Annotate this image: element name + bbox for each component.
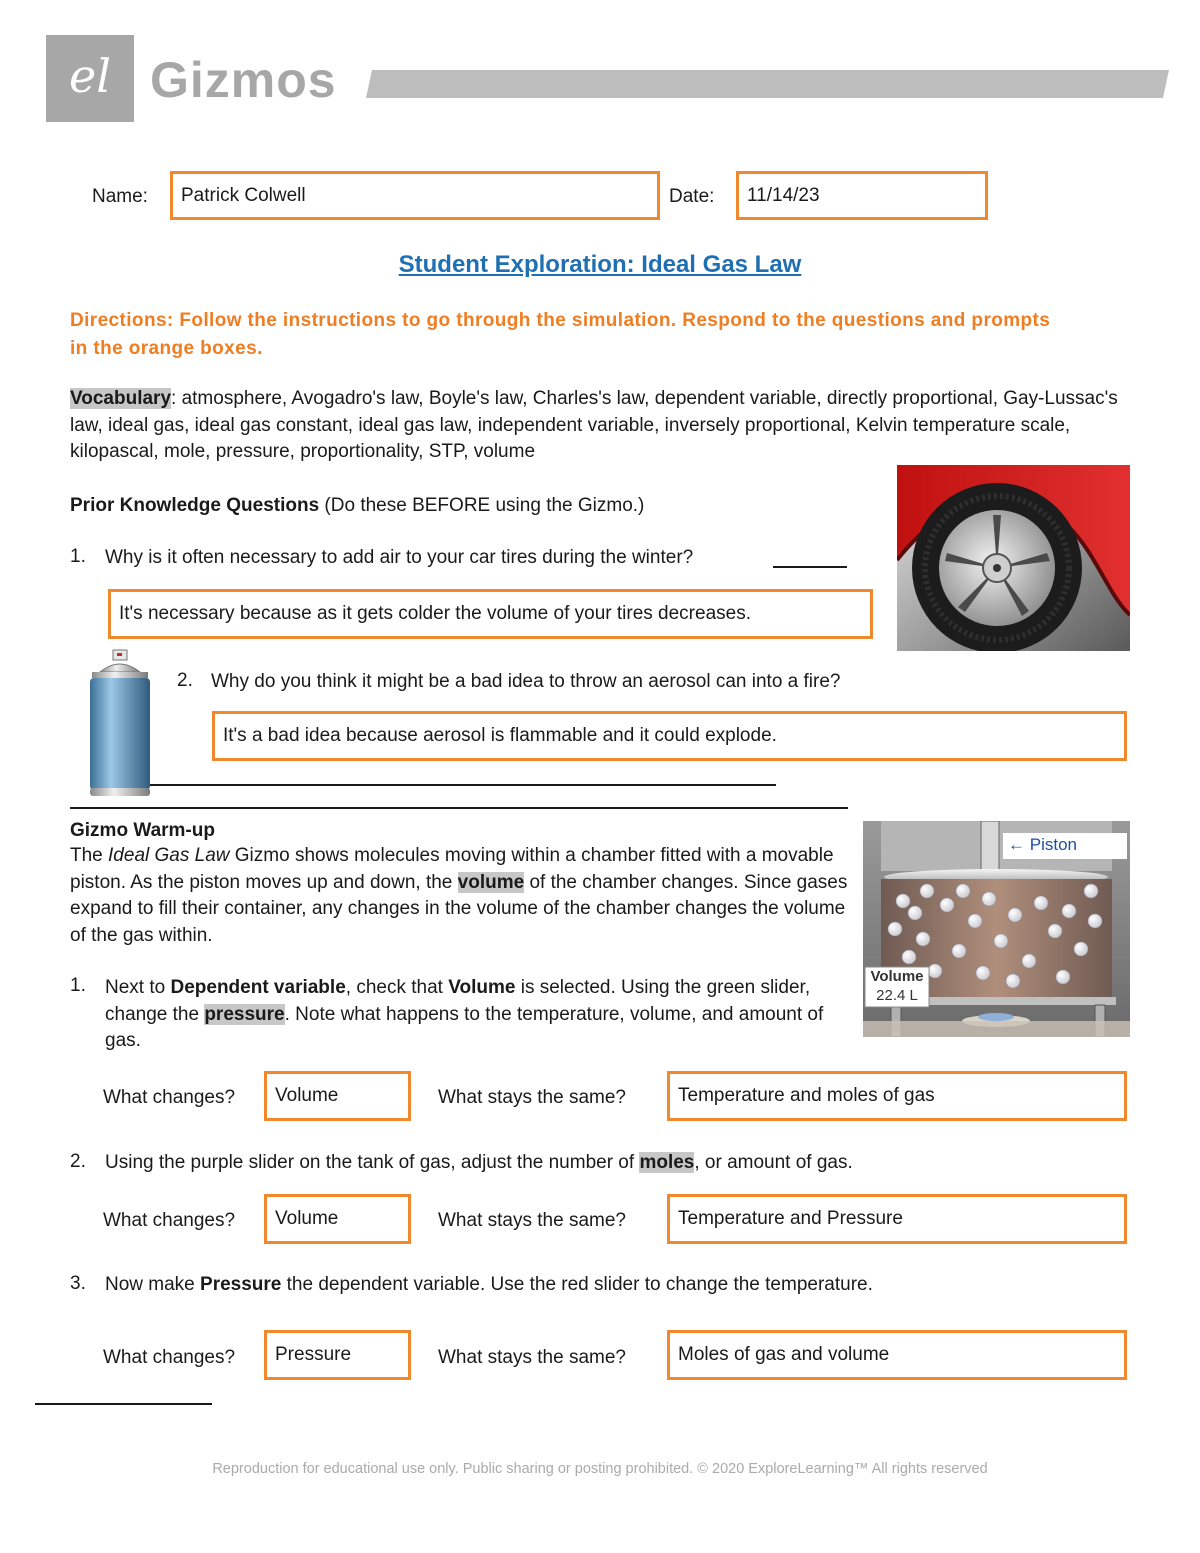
q1-changes-label: What changes? [103, 1087, 236, 1108]
prior-q1-number: 1. [70, 546, 86, 567]
arrow-left-icon: ← [1008, 835, 1025, 854]
prior-q2-text: Why do you think it might be a bad idea to throw an aerosol can into a fire? [211, 671, 841, 692]
q3-changes-field[interactable]: Pressure [264, 1330, 411, 1380]
name-field[interactable]: Patrick Colwell [170, 171, 660, 220]
q1-text: , check that [345, 977, 449, 998]
date-field[interactable]: 11/14/23 [736, 171, 988, 220]
prior-q2-number: 2. [177, 670, 193, 691]
footnote-rule [35, 1403, 212, 1405]
vocabulary-paragraph [70, 386, 1135, 466]
page-title: Student Exploration: Ideal Gas Law [398, 251, 802, 278]
pressure-term: pressure [204, 1003, 285, 1025]
warmup-heading: Gizmo Warm-up [70, 820, 215, 841]
q2-changes-label: What changes? [103, 1210, 236, 1231]
date-label: Date: [669, 186, 715, 207]
q2-same-field[interactable]: Temperature and Pressure [667, 1194, 1127, 1244]
q2-text: Using the purple slider on the tank of gas, adjust the number of [105, 1152, 640, 1173]
q1-changes-field[interactable]: Volume [264, 1071, 411, 1121]
warmup-q1-text [105, 975, 850, 1055]
aerosol-can-image [86, 648, 156, 800]
warmup-q3-number: 3. [70, 1273, 86, 1294]
q3-same-field[interactable]: Moles of gas and volume [667, 1330, 1127, 1380]
volume-term: volume [457, 871, 525, 893]
car-tire-image [897, 465, 1130, 651]
piston-chamber-image [863, 821, 1130, 1037]
gizmos-brand: Gizmos [150, 52, 337, 108]
q2-same-label: What stays the same? [438, 1210, 626, 1231]
name-label: Name: [92, 186, 148, 207]
intro-text: Gizmo shows molecules moving within a chamber fitted with a movable piston. As the piston moves up and down, the [70, 845, 834, 893]
q3-same-label: What stays the same? [438, 1347, 626, 1368]
q3-text: the dependent variable. Use the red slider to change the temperature. [281, 1274, 873, 1295]
prior-heading-text: Prior Knowledge Questions [70, 495, 320, 516]
prior-note: (Do these BEFORE using the Gizmo.) [319, 495, 645, 516]
answer-underline [773, 566, 847, 568]
answer-line [150, 784, 776, 786]
prior-knowledge-heading [70, 493, 644, 520]
q1-text: is selected. Using the green slider, change the [105, 977, 811, 1025]
warmup-q3-text [105, 1273, 873, 1297]
gizmo-name: Ideal Gas Law [108, 845, 230, 866]
intro-text: The [70, 845, 109, 866]
warmup-q1-number: 1. [70, 975, 86, 996]
vocabulary-label: Vocabulary [70, 388, 172, 409]
volume-readout-value: 22.4 L [876, 987, 918, 1004]
copyright-footer: Reproduction for educational use only. Public sharing or posting prohibited. © 2020 ExploreLearning™ All rights reserved [212, 1461, 988, 1477]
piston-text: Piston [1029, 835, 1077, 854]
logo-mark: el [69, 49, 111, 103]
warmup-q2-text [105, 1151, 853, 1175]
warmup-q2-number: 2. [70, 1151, 86, 1172]
q1-bold: Dependent variable [170, 977, 346, 998]
q1-same-field[interactable]: Temperature and moles of gas [667, 1071, 1127, 1121]
warmup-intro [70, 843, 850, 949]
q1-same-label: What stays the same? [438, 1087, 626, 1108]
q1-text: . Note what happens to the temperature, volume, and amount of gas. [105, 1003, 824, 1051]
q1-bold: Volume [448, 977, 516, 998]
piston-label [1008, 834, 1077, 856]
intro-text: of the chamber changes. Since gases expand to fill their container, any changes in the volume of the chamber changes the volume of the gas within. [70, 871, 848, 946]
section-divider [70, 807, 848, 809]
q1-text: Next to [105, 977, 171, 998]
q3-changes-label: What changes? [103, 1347, 236, 1368]
q2-changes-field[interactable]: Volume [264, 1194, 411, 1244]
moles-term: moles [639, 1152, 695, 1173]
prior-a1-field[interactable]: It's necessary because as it gets colder the volume of your tires decreases. [108, 589, 873, 639]
q3-bold: Pressure [200, 1274, 282, 1295]
vocabulary-list: : atmosphere, Avogadro's law, Boyle's law, Charles's law, dependent variable, directly proportional, Gay-Lussac's law, ideal gas, ideal gas constant, ideal gas law, independent variable, inversely proportional, Kelvin temperature scale, kilopascal, mole, pressure, proportionality, STP, volume [70, 388, 1118, 462]
prior-q1-text: Why is it often necessary to add air to your car tires during the winter? [105, 547, 694, 568]
header-bar [366, 70, 1169, 98]
directions: Directions: Follow the instructions to go through the simulation. Respond to the questions and prompts in the orange boxes. [70, 310, 1051, 359]
q2-text: , or amount of gas. [694, 1152, 853, 1173]
volume-readout-label: Volume [870, 968, 924, 985]
q3-text: Now make [105, 1274, 201, 1295]
explorelearning-logo [46, 35, 134, 122]
prior-a2-field[interactable]: It's a bad idea because aerosol is flammable and it could explode. [212, 711, 1127, 761]
